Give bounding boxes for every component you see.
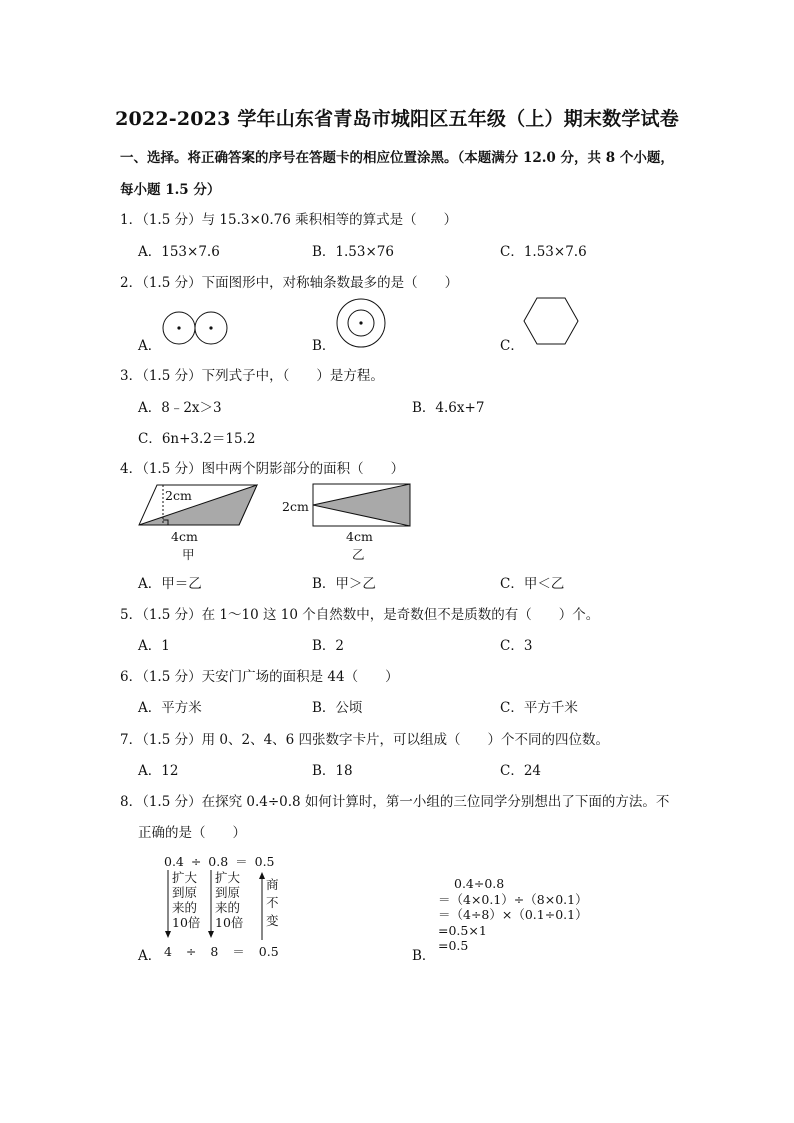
question-7-option-c[interactable]: C．24 — [500, 763, 542, 779]
question-2-option-a[interactable]: A． — [138, 338, 162, 354]
question-7-stem: 7．（1.5 分）用 0、2、4、6 四张数字卡片，可以组成（ ）个不同的四位数。 — [120, 732, 610, 748]
figure-jia-base-label: 4cm — [171, 529, 198, 544]
question-7-option-a[interactable]: A．12 — [138, 763, 179, 779]
question-1-option-c[interactable]: C．1.53×7.6 — [500, 244, 587, 260]
question-6-option-a[interactable]: A．平方米 — [138, 700, 202, 716]
question-4-option-b[interactable]: B．甲＞乙 — [312, 576, 376, 592]
hexagon-figure — [522, 296, 582, 348]
q8-b-steps — [438, 876, 588, 954]
question-8-option-b[interactable]: B． — [412, 948, 436, 964]
q8-b-step-5: =0.5 — [438, 938, 469, 953]
rectangle-figure-yi — [312, 483, 412, 529]
question-8-option-a[interactable]: A． — [138, 948, 162, 964]
section-header-line2: 每小题 1.5 分） — [120, 182, 221, 198]
figure-yi-height-label: 2cm — [282, 499, 309, 514]
q8-a-note-1: 扩大 到原 来的 10倍 — [172, 870, 201, 930]
question-8-stem-line1: 8．（1.5 分）在探究 0.4÷0.8 如何计算时，第一小组的三位同学分别想出了下面的方法。不 — [120, 794, 670, 810]
question-1-option-b[interactable]: B．1.53×76 — [312, 244, 394, 260]
question-7-option-b[interactable]: B．18 — [312, 763, 353, 779]
question-4-option-a[interactable]: A．甲＝乙 — [138, 576, 202, 592]
question-5-option-c[interactable]: C．3 — [500, 638, 533, 654]
q8-a-top-equation: 0.4 ÷ 0.8 ＝ 0.5 — [164, 854, 275, 869]
figure-yi-name: 乙 — [352, 547, 365, 562]
two-circles-figure — [160, 310, 232, 350]
q8-b-step-4: =0.5×1 — [438, 922, 487, 938]
question-2-option-c[interactable]: C． — [500, 338, 524, 354]
q8-b-step-3: ＝（4÷8）×（0.1÷0.1） — [438, 907, 588, 922]
question-2-stem: 2．（1.5 分）下面图形中，对称轴条数最多的是（ ） — [120, 275, 459, 291]
q8-a-bottom-equation: 4 ÷ 8 ＝ 0.5 — [164, 944, 279, 959]
question-6-stem: 6．（1.5 分）天安门广场的面积是 44（ ） — [120, 669, 399, 685]
q8-b-step-2: ＝（4×0.1）÷（8×0.1） — [438, 891, 588, 907]
question-5-option-b[interactable]: B．2 — [312, 638, 345, 654]
page-title: 2022-2023 学年山东省青岛市城阳区五年级（上）期末数学试卷 — [115, 108, 679, 130]
question-1-option-a[interactable]: A．153×7.6 — [138, 244, 220, 260]
figure-yi-base-label: 4cm — [346, 529, 373, 544]
figure-jia-name: 甲 — [182, 547, 195, 562]
question-3-option-a[interactable]: A．8﹣2x＞3 — [138, 400, 222, 416]
question-4-option-c[interactable]: C．甲＜乙 — [500, 576, 565, 592]
question-6-option-c[interactable]: C．平方千米 — [500, 700, 578, 716]
question-5-option-a[interactable]: A．1 — [138, 638, 170, 654]
question-4-stem: 4．（1.5 分）图中两个阴影部分的面积（ ） — [120, 461, 405, 477]
question-3-stem: 3．（1.5 分）下列式子中，（ ）是方程。 — [120, 368, 384, 384]
question-1-stem: 1．（1.5 分）与 15.3×0.76 乘积相等的算式是（ ） — [120, 212, 458, 228]
figure-jia-height-label: 2cm — [165, 488, 192, 503]
parallelogram-figure-jia — [136, 480, 264, 532]
q8-a-note-2: 扩大 到原 来的 10倍 — [215, 870, 244, 930]
question-5-stem: 5．（1.5 分）在 1～10 这 10 个自然数中，是奇数但不是质数的有（ ）个。 — [120, 607, 600, 623]
section-header-line1: 一、选择。将正确答案的序号在答题卡的相应位置涂黑。（本题满分 12.0 分，共 8 个小题， — [120, 150, 674, 166]
question-3-option-b[interactable]: B．4.6x+7 — [412, 400, 485, 416]
question-6-option-b[interactable]: B．公顷 — [312, 700, 363, 716]
concentric-circles-figure — [334, 296, 390, 352]
question-2-option-b[interactable]: B． — [312, 338, 336, 354]
q8-a-note-3: 商 不 变 — [266, 877, 279, 928]
question-8-stem-line2: 正确的是（ ） — [138, 825, 246, 841]
q8-b-step-1: 0.4÷0.8 — [454, 876, 505, 891]
question-3-option-c[interactable]: C．6n+3.2＝15.2 — [138, 431, 256, 447]
